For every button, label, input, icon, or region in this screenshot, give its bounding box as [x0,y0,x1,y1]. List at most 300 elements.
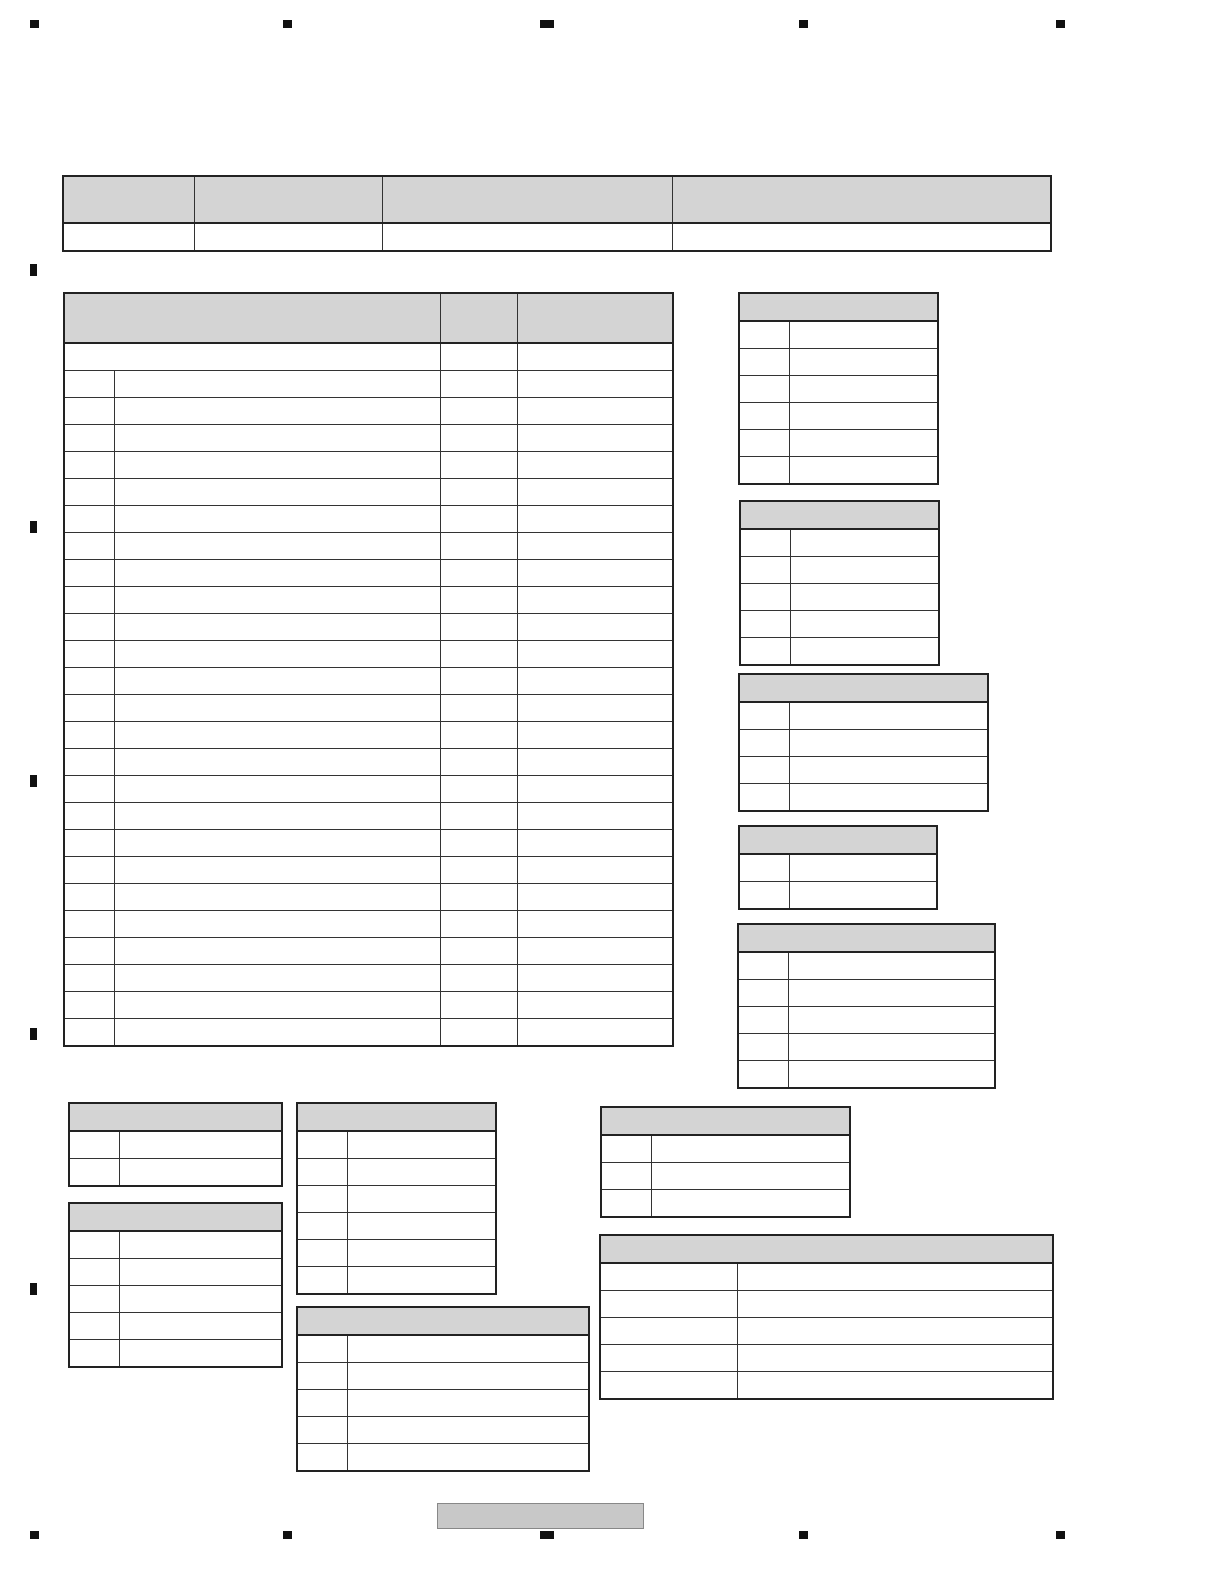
table-header-row [297,1307,589,1335]
table-cell [114,803,440,830]
registration-mark [30,1028,37,1040]
table-row [64,722,673,749]
table-cell [347,1417,589,1444]
table-cell [651,1135,850,1163]
table-cell [517,911,673,938]
table-cell [739,730,789,757]
table-cell [64,614,114,641]
bottom-table [600,1106,851,1218]
table-cell [739,430,789,457]
header-cell [672,176,1051,223]
footer-label [437,1503,644,1529]
table-row [740,638,939,666]
table-cell [347,1444,589,1472]
table-cell [114,830,440,857]
table-cell [64,398,114,425]
table-cell [440,830,517,857]
table-row [69,1259,282,1286]
table-cell [440,911,517,938]
table-cell [517,803,673,830]
table-row [64,668,673,695]
table-cell [737,1372,1053,1400]
table-cell [517,560,673,587]
table-cell [114,938,440,965]
table-row [64,587,673,614]
table-cell [114,695,440,722]
table-row [297,1131,496,1159]
table-row [739,376,938,403]
table-cell [297,1186,347,1213]
table-row [738,980,995,1007]
table-cell [114,884,440,911]
table-cell [64,343,440,371]
registration-mark [30,1283,37,1295]
table-cell [517,614,673,641]
table-cell [347,1390,589,1417]
registration-mark [540,20,554,28]
table-cell [114,479,440,506]
table-cell [600,1318,737,1345]
header-cell [194,176,382,223]
table-cell [64,938,114,965]
table-cell [114,587,440,614]
table-cell [517,965,673,992]
table-header-row [739,826,937,854]
table-row [64,803,673,830]
bottom-table [296,1306,590,1472]
table-cell [789,757,988,784]
table-cell [738,952,788,980]
table-cell [347,1240,496,1267]
table-row [601,1135,850,1163]
table-cell [114,965,440,992]
table-cell [440,371,517,398]
table-row [297,1159,496,1186]
table-cell [740,529,790,557]
side-table [738,673,989,812]
table-row [64,965,673,992]
table-cell [440,641,517,668]
table-cell [114,911,440,938]
table-cell [114,1019,440,1047]
table-cell [114,452,440,479]
table-cell [297,1267,347,1295]
table-cell [651,1190,850,1218]
table-cell [789,321,938,349]
table-cell [790,584,939,611]
header-cell [69,1103,282,1131]
header-cell [740,501,939,529]
table-cell [114,992,440,1019]
table-cell [297,1131,347,1159]
table-cell [440,560,517,587]
table-cell [517,452,673,479]
table-row [69,1159,282,1187]
table-cell [64,641,114,668]
table-row [739,430,938,457]
table-header-row [64,293,673,343]
table-cell [601,1135,651,1163]
table-cell [440,776,517,803]
table-cell [382,223,672,251]
table-header-row [739,674,988,702]
header-cell [517,293,673,343]
table-cell [440,722,517,749]
table-cell [517,479,673,506]
table-cell [517,587,673,614]
table-row [69,1313,282,1340]
table-row [738,1061,995,1089]
table-cell [64,560,114,587]
main-table [63,292,674,1047]
table-cell [440,425,517,452]
table-cell [440,857,517,884]
table-row [739,457,938,485]
table-cell [440,506,517,533]
table-cell [600,1372,737,1400]
table-row [64,749,673,776]
table-row [601,1190,850,1218]
header-cell [738,924,995,952]
table-cell [64,749,114,776]
table-header-row [63,176,1051,223]
table-header-row [297,1103,496,1131]
table-cell [737,1345,1053,1372]
table-cell [739,349,789,376]
table-cell [69,1340,119,1368]
table-cell [789,349,938,376]
table-cell [69,1286,119,1313]
header-cell [63,176,194,223]
bottom-table [296,1102,497,1295]
table-cell [114,560,440,587]
table-row [297,1267,496,1295]
table-cell [440,803,517,830]
header-cell [382,176,672,223]
table-cell [440,587,517,614]
table-cell [119,1340,282,1368]
table-header-row [600,1235,1053,1263]
table-row [740,529,939,557]
side-table [739,500,940,666]
table-cell [739,757,789,784]
table-row [740,611,939,638]
table-cell [517,695,673,722]
table-cell [651,1163,850,1190]
table-cell [789,457,938,485]
table-row [739,854,937,882]
table-cell [788,1061,995,1089]
table-cell [64,371,114,398]
table-cell [517,533,673,560]
header-cell [739,826,937,854]
table-cell [517,857,673,884]
header-cell [297,1103,496,1131]
table-row [740,584,939,611]
table-cell [297,1444,347,1472]
table-cell [347,1267,496,1295]
table-cell [119,1231,282,1259]
table-cell [69,1259,119,1286]
table-row [64,938,673,965]
table-cell [297,1159,347,1186]
table-cell [64,587,114,614]
table-cell [739,882,789,910]
table-row [600,1372,1053,1400]
table-cell [738,1034,788,1061]
table-cell [789,430,938,457]
table-row [739,321,938,349]
table-row [600,1263,1053,1291]
table-cell [600,1291,737,1318]
table-row [64,425,673,452]
table-cell [737,1318,1053,1345]
table-cell [297,1363,347,1390]
table-row [64,884,673,911]
table-row [600,1318,1053,1345]
table-cell [297,1335,347,1363]
table-header-row [69,1203,282,1231]
table-cell [601,1163,651,1190]
header-cell [739,293,938,321]
header-cell [601,1107,850,1135]
table-cell [114,533,440,560]
table-cell [114,425,440,452]
table-cell [64,803,114,830]
side-table [738,825,938,910]
table-row [739,730,988,757]
table-cell [517,398,673,425]
table-cell [440,695,517,722]
table-row [600,1345,1053,1372]
table-cell [64,884,114,911]
header-cell [600,1235,1053,1263]
table-cell [440,1019,517,1047]
table-cell [738,1061,788,1089]
table-cell [119,1131,282,1159]
registration-mark [30,521,37,533]
table-cell [119,1286,282,1313]
table-cell [64,911,114,938]
table-row [64,398,673,425]
table-cell [789,784,988,812]
table-cell [440,452,517,479]
table-header-row [740,501,939,529]
table-row [297,1363,589,1390]
table-cell [64,965,114,992]
table-cell [347,1186,496,1213]
table-cell [789,854,937,882]
table-cell [64,992,114,1019]
table-cell [440,479,517,506]
table-cell [739,457,789,485]
table-row [739,757,988,784]
table-cell [789,882,937,910]
table-cell [517,938,673,965]
table-cell [790,557,939,584]
registration-mark [283,20,292,28]
table-cell [64,668,114,695]
bottom-table [68,1102,283,1187]
table-cell [440,398,517,425]
table-row [600,1291,1053,1318]
table-cell [63,223,194,251]
table-cell [64,506,114,533]
table-cell [737,1291,1053,1318]
table-header-row [69,1103,282,1131]
registration-mark [799,20,808,28]
table-cell [119,1159,282,1187]
table-cell [440,938,517,965]
table-row [740,557,939,584]
table-cell [64,452,114,479]
header-cell [297,1307,589,1335]
table-cell [119,1313,282,1340]
registration-mark [30,264,37,276]
table-cell [517,641,673,668]
table-row [64,506,673,533]
table-cell [788,1007,995,1034]
table-row [739,784,988,812]
table-cell [789,403,938,430]
table-row [297,1186,496,1213]
header-cell [440,293,517,343]
table-cell [517,884,673,911]
table-cell [737,1263,1053,1291]
table-row [64,1019,673,1047]
table-cell [788,952,995,980]
registration-mark [1056,20,1065,28]
table-cell [64,776,114,803]
table-cell [64,1019,114,1047]
table-row [64,479,673,506]
table-row [64,830,673,857]
table-cell [297,1417,347,1444]
table-cell [64,533,114,560]
table-cell [347,1363,589,1390]
table-header-row [738,924,995,952]
header-cell [64,293,440,343]
table-cell [194,223,382,251]
registration-mark [540,1531,554,1539]
table-cell [517,343,673,371]
table-cell [64,722,114,749]
table-cell [347,1159,496,1186]
table-cell [114,506,440,533]
table-cell [64,830,114,857]
table-row [64,776,673,803]
table-cell [64,695,114,722]
table-cell [790,611,939,638]
table-row [297,1417,589,1444]
table-row [64,695,673,722]
table-cell [517,749,673,776]
table-cell [739,376,789,403]
table-row [64,992,673,1019]
table-cell [740,638,790,666]
table-cell [440,533,517,560]
table-row [738,952,995,980]
registration-mark [1056,1531,1065,1539]
table-cell [790,529,939,557]
table-cell [297,1213,347,1240]
table-cell [440,343,517,371]
table-row [64,343,673,371]
table-cell [64,425,114,452]
table-cell [440,965,517,992]
table-cell [114,749,440,776]
registration-mark [283,1531,292,1539]
table-cell [601,1190,651,1218]
bottom-table [68,1202,283,1368]
table-row [64,452,673,479]
table-cell [440,668,517,695]
table-cell [114,398,440,425]
table-cell [739,854,789,882]
table-header-row [739,293,938,321]
table-row [297,1335,589,1363]
table-cell [790,638,939,666]
table-cell [69,1131,119,1159]
table-row [739,349,938,376]
table-cell [517,776,673,803]
header-cell [739,674,988,702]
table-cell [69,1159,119,1187]
table-row [69,1131,282,1159]
bottom-table [599,1234,1054,1400]
table-cell [517,371,673,398]
table-cell [739,784,789,812]
table-row [69,1231,282,1259]
table-cell [738,1007,788,1034]
table-row [64,857,673,884]
registration-mark [799,1531,808,1539]
table-cell [119,1259,282,1286]
table-cell [517,668,673,695]
table-cell [297,1240,347,1267]
table-row [739,882,937,910]
table-cell [739,403,789,430]
table-header-row [601,1107,850,1135]
table-cell [672,223,1051,251]
table-cell [440,992,517,1019]
table-row [297,1390,589,1417]
registration-mark [30,20,39,28]
table-cell [517,992,673,1019]
table-row [69,1286,282,1313]
table-row [601,1163,850,1190]
table-cell [114,614,440,641]
table-cell [788,980,995,1007]
table-cell [69,1313,119,1340]
table-row [69,1340,282,1368]
table-cell [517,830,673,857]
table-cell [739,321,789,349]
table-cell [740,557,790,584]
table-cell [440,749,517,776]
table-cell [738,980,788,1007]
table-cell [739,702,789,730]
table-cell [740,611,790,638]
table-cell [69,1231,119,1259]
table-row [64,614,673,641]
table-row [64,911,673,938]
table-cell [740,584,790,611]
side-table [737,923,996,1089]
registration-mark [30,1531,39,1539]
table-row [63,223,1051,251]
top-table [62,175,1052,252]
